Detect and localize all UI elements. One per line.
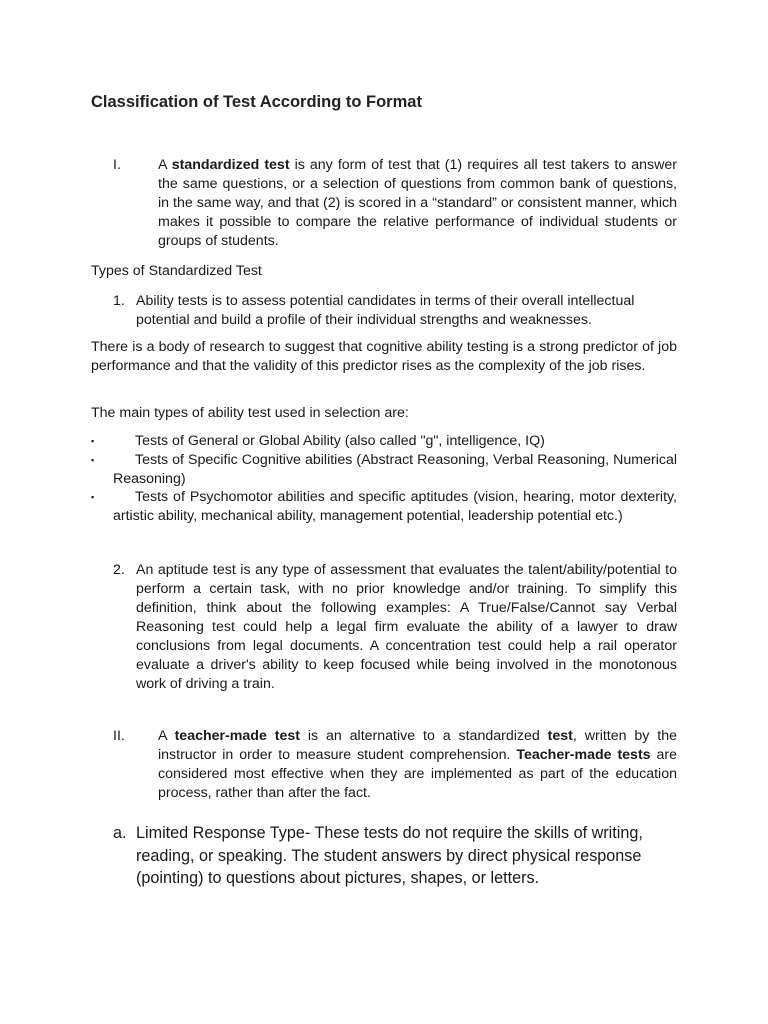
section-2-mid-2: , written by the instructor in order to measure student comprehension. (158, 728, 677, 763)
test-term: test (547, 728, 573, 744)
teacher-made-tests-term: Teacher-made tests (516, 747, 651, 763)
item-1-number: 1. (113, 293, 125, 309)
bullet-mark-1: ▪ (91, 436, 95, 446)
item-1-text: Ability tests is to assess potential candidates in terms of their overall intellectual potential and build a profile of their individual strengths and weaknesses. (136, 293, 635, 328)
section-2-mid-1: is an alternative to a standardized (299, 728, 548, 744)
bullet-mark-3: ▪ (91, 492, 95, 502)
item-a-text: Limited Response Type- These tests do not require the skills of writing, reading, or speaking. The student answers by direct physical response (pointing) to questions about pictures, shapes, or letters. (136, 824, 643, 887)
section-1-text: is any form of test that (1) requires all test takers to answer the same questions, or a selection of questions from common bank of questions, in the same way, and that (2) is scored in a “standard” or consistent manner, which makes it possible to compare the relative performance of individual students or groups of students. (158, 157, 677, 249)
item-2-number: 2. (113, 562, 125, 578)
bullet-item-1: Tests of General or Global Ability (also called "g", intelligence, IQ) (135, 433, 545, 449)
item-a-letter: a. (113, 824, 127, 842)
section-numeral-2: II. (113, 728, 125, 744)
section-1-paragraph (158, 156, 677, 251)
research-paragraph: There is a body of research to suggest that cognitive ability testing is a strong predictor of job performance and that the validity of this predictor rises as the complexity of the job rises. (91, 339, 677, 374)
standardized-test-term: standardized test (171, 157, 290, 173)
section-1-prefix: A (158, 157, 172, 173)
bullet-mark-2: ▪ (91, 455, 95, 465)
section-2-text: are considered most effective when they are implemented as part of the education process, rather than after the fact. (158, 747, 677, 801)
teacher-made-test-term: teacher-made test (174, 728, 300, 744)
bullet-item-3: Tests of Psychomotor abilities and specific aptitudes (vision, hearing, motor dexterity, artistic ability, mechanical ability, management potential, leadership potential etc.) (113, 489, 677, 524)
section-2-paragraph (158, 727, 677, 803)
types-heading: Types of Standardized Test (91, 263, 262, 279)
item-2-text: An aptitude test is any type of assessment that evaluates the talent/ability/potential to perform a certain task, with no prior knowledge and/or training. To simplify this definition, think about the following examples: A True/False/Cannot say Verbal Reasoning test could help a legal firm evaluate the ability of a lawyer to draw conclusions from legal documents. A concentration test could help a rail operator evaluate a driver's ability to keep focused while being involved in the monotonous work of driving a train. (136, 562, 677, 692)
section-2-prefix: A (158, 728, 175, 744)
section-numeral-1: I. (113, 157, 121, 173)
page-title: Classification of Test According to Format (91, 93, 422, 111)
main-types-heading: The main types of ability test used in selection are: (91, 405, 409, 421)
bullet-item-2: Tests of Specific Cognitive abilities (Abstract Reasoning, Verbal Reasoning, Numerical Reasoning) (113, 452, 677, 487)
